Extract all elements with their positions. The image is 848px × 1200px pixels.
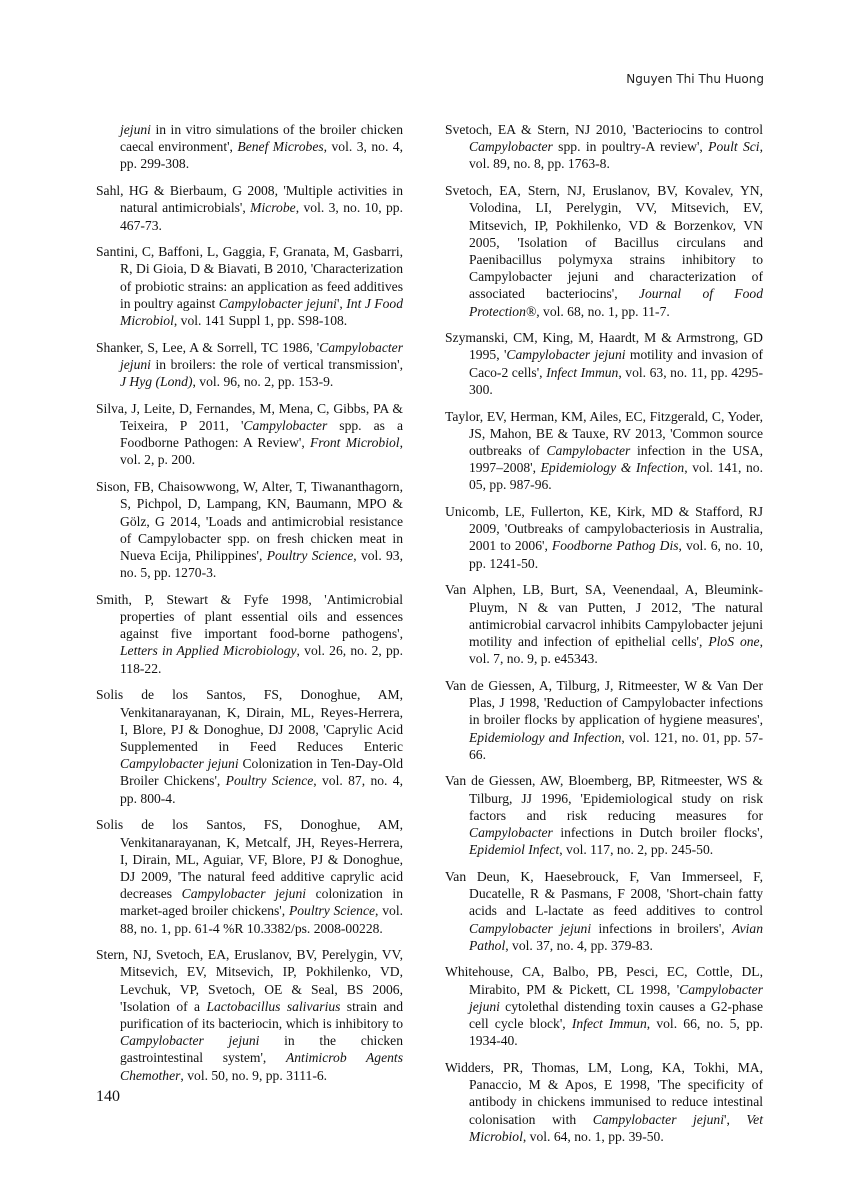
- reference-text: Smith, P, Stewart & Fyfe 1998, 'Antimicrobial properties of plant essential oils and essences against five important food-borne pathogens',: [96, 591, 403, 642]
- reference-column-left: [96, 121, 403, 1093]
- reference-text: , vol. 88, no. 1, pp. 61-4 %R 10.3382/ps. 2008-00228.: [120, 903, 403, 936]
- reference-entry: [445, 503, 763, 572]
- reference-entry: [96, 946, 403, 1084]
- running-header-author: Nguyen Thi Thu Huong: [626, 72, 764, 86]
- reference-italic-text: Campylobacter: [243, 418, 328, 434]
- reference-italic-text: Letters in Applied Microbiology: [120, 643, 297, 659]
- reference-text: ',: [724, 1111, 747, 1127]
- reference-text: Svetoch, EA & Stern, NJ 2010, 'Bacteriocins to control: [445, 122, 763, 137]
- reference-text: , vol. 37, no. 4, pp. 379-83.: [505, 937, 653, 953]
- reference-italic-text: Int J Food Microbiol: [120, 295, 404, 329]
- reference-entry: [96, 182, 403, 234]
- reference-italic-text: Front Microbiol: [310, 435, 400, 451]
- reference-text: Szymanski, CM, King, M, Haardt, M & Armstrong, GD 1995, ': [445, 330, 763, 363]
- reference-italic-text: Lactobacillus salivarius: [206, 998, 341, 1014]
- reference-italic-text: Poultry Science: [266, 547, 354, 563]
- reference-text: , vol. 2, p. 200.: [120, 435, 403, 468]
- reference-entry: [445, 1059, 763, 1145]
- reference-text: , vol. 117, no. 2, pp. 245-50.: [559, 842, 714, 858]
- reference-italic-text: Campylobacter jejuni: [469, 981, 763, 1014]
- reference-italic-text: Infect Immun: [571, 1016, 647, 1032]
- reference-text: infection in the USA, 1997–2008',: [469, 442, 763, 476]
- reference-text: Sison, FB, Chaisowwong, W, Alter, T, Tiwananthagorn, S, Pichpol, D, Lampang, KN, Baumann, MPO & Gölz, G 2014, 'Loads and antimicrobial resistance of Campylobacter spp. on fresh chicken meat in Nueva Ecija, Philippines',: [96, 479, 403, 563]
- reference-text: motility and invasion of Caco-2 cells',: [469, 347, 763, 380]
- reference-italic-text: Campylobacter jejuni: [469, 920, 592, 936]
- reference-italic-text: PloS one: [708, 633, 760, 649]
- reference-text: , vol. 141, no. 05, pp. 987-96.: [469, 460, 763, 493]
- reference-text: in the chicken gastrointestinal system',: [120, 1033, 403, 1066]
- reference-text: strain and purification of its bacteriocin, which is inhibitory to: [120, 998, 403, 1032]
- reference-text: , vol. 93, no. 5, pp. 1270-3.: [120, 547, 403, 581]
- page-number: 140: [96, 1088, 120, 1105]
- reference-text: Sahl, HG & Bierbaum, G 2008, 'Multiple activities in natural antimicrobials',: [96, 183, 403, 216]
- reference-text: Unicomb, LE, Fullerton, KE, Kirk, MD & Stafford, RJ 2009, 'Outbreaks of campylobacteriosis in Australia, 2001 to 2006',: [445, 504, 763, 554]
- reference-entry: [96, 686, 403, 806]
- reference-text: Van de Giessen, A, Tilburg, J, Ritmeester, W & Van Der Plas, J 1998, 'Reduction of Campylobacter infections in broiler flocks by application of hygiene measures',: [445, 677, 763, 728]
- reference-italic-text: Campylobacter jejuni: [120, 1033, 260, 1049]
- reference-italic-text: Foodborne Pathog Dis: [551, 538, 679, 554]
- reference-text: , vol. 141 Suppl 1, pp. S98-108.: [173, 313, 348, 329]
- reference-column-right: [445, 121, 763, 1154]
- reference-italic-text: Campylobacter: [469, 139, 553, 155]
- reference-italic-text: Antimicrob Agents Chemother: [120, 1050, 404, 1083]
- reference-text: cytolethal distending toxin causes a G2-phase cell cycle block',: [469, 998, 763, 1032]
- reference-text: , vol. 50, no. 9, pp. 3111-6.: [180, 1067, 328, 1083]
- reference-italic-text: Microbe: [250, 200, 296, 216]
- reference-entry: [445, 868, 763, 954]
- reference-italic-text: Poultry Science: [288, 903, 376, 919]
- reference-text: , vol. 3, no. 10, pp. 467-73.: [120, 200, 403, 233]
- reference-text: , vol. 89, no. 8, pp. 1763-8.: [469, 139, 763, 172]
- reference-italic-text: Infect Immun: [546, 364, 619, 380]
- reference-text: Svetoch, EA, Stern, NJ, Eruslanov, BV, Kovalev, YN, Volodina, LI, Perelygin, VV, Mitsevich, EV, Mitsevich, IP, Pokhilenko, VD & Borzenkov, VN 2005, 'Isolation of Bacillus circulans and Paenibacillus polymyxa strains inhibitory to Campylobacter jejuni and characterization of associated bacteriocins',: [445, 183, 763, 302]
- reference-text: colonization in market-aged broiler chickens',: [120, 886, 403, 919]
- reference-text: , vol. 68, no. 1, pp. 11-7.: [536, 303, 670, 319]
- reference-text: , vol. 96, no. 2, pp. 153-9.: [192, 374, 334, 390]
- reference-text: Solis de los Santos, FS, Donoghue, AM, Venkitanarayanan, K, Metcalf, JH, Reyes-Herrera, I, Dirain, ML, Aguiar, VF, Blore, PJ & Donoghue, DJ 2009, 'The natural feed additive caprylic acid decreases: [96, 817, 403, 902]
- reference-italic-text: Campylobacter jejuni: [181, 886, 307, 902]
- reference-entry: [445, 182, 763, 320]
- reference-entry: [445, 329, 763, 398]
- reference-entry: [96, 121, 403, 173]
- reference-text: Shanker, S, Lee, A & Sorrell, TC 1986, ': [96, 339, 320, 355]
- reference-text: , vol. 66, no. 5, pp. 1934-40.: [469, 1016, 763, 1049]
- reference-text: , vol. 121, no. 01, pp. 57-66.: [469, 729, 763, 762]
- reference-italic-text: Campylobacter jejuni: [592, 1111, 724, 1127]
- reference-entry: [445, 677, 763, 763]
- reference-text: in in vitro simulations of the broiler chicken caecal environment',: [120, 122, 403, 155]
- reference-text: in broilers: the role of vertical transmission',: [150, 356, 403, 372]
- reference-entry: [445, 581, 763, 667]
- reference-entry: [445, 121, 763, 173]
- reference-text: Santini, C, Baffoni, L, Gaggia, F, Granata, M, Gasbarri, R, Di Gioia, D & Biavati, B 2010, 'Characterization of probiotic strains: an application as feed additives in poultry against: [96, 244, 403, 311]
- reference-text: , vol. 64, no. 1, pp. 39-50.: [522, 1128, 664, 1144]
- reference-italic-text: Campylobacter: [546, 442, 631, 458]
- reference-text: Van Deun, K, Haesebrouck, F, Van Immerseel, F, Ducatelle, R & Pasmans, F 2008, 'Short-chain fatty acids and L-lactate as feed additives to control: [445, 868, 763, 919]
- reference-italic-text: Campylobacter jejuni: [506, 347, 626, 363]
- reference-text: infections in Dutch broiler flocks',: [552, 825, 763, 841]
- reference-text: , vol. 87, no. 4, pp. 800-4.: [120, 773, 403, 806]
- reference-italic-text: Campylobacter jejuni: [120, 756, 239, 772]
- reference-text: Silva, J, Leite, D, Fernandes, M, Mena, C, Gibbs, PA & Teixeira, P 2011, ': [96, 400, 403, 434]
- reference-entry: [96, 478, 403, 581]
- reference-entry: [96, 816, 403, 936]
- reference-entry: [445, 963, 763, 1049]
- reference-italic-text: jejuni: [120, 122, 151, 137]
- reference-text: Widders, PR, Thomas, LM, Long, KA, Tokhi, MA, Panaccio, M & Apos, E 1998, 'The specificity of antibody in chickens immunised to reduce intestinal colonisation with: [445, 1059, 763, 1127]
- reference-text: Colonization in Ten-Day-Old Broiler Chickens',: [120, 756, 403, 789]
- reference-text: ',: [336, 295, 347, 311]
- reference-text: infections in broilers',: [591, 920, 733, 936]
- reference-entry: [96, 400, 403, 469]
- reference-entry: [445, 772, 763, 858]
- reference-text: spp. in poultry-A review',: [552, 139, 709, 155]
- reference-italic-text: Avian Pathol: [469, 920, 763, 953]
- reference-italic-text: Benef Microbes: [237, 139, 324, 155]
- reference-italic-text: Journal of Food Protection®: [469, 286, 763, 319]
- reference-italic-text: Epidemiology & Infection: [540, 460, 685, 476]
- reference-italic-text: Epidemiol Infect: [469, 842, 560, 858]
- reference-text: spp. as a Foodborne Pathogen: A Review',: [120, 418, 403, 451]
- reference-entry: [96, 339, 403, 391]
- reference-entry: [96, 591, 403, 677]
- reference-text: , vol. 63, no. 11, pp. 4295-300.: [469, 364, 763, 397]
- reference-italic-text: Poult Sci: [708, 139, 760, 155]
- reference-entry: [445, 408, 763, 494]
- reference-italic-text: Campylobacter jejuni: [218, 295, 337, 311]
- reference-text: Van Alphen, LB, Burt, SA, Veenendaal, A, Bleumink-Pluym, N & van Putten, J 2012, 'The natural antimicrobial carvacrol inhibits Campylobacter jejuni motility and infection of epithelial cells',: [445, 582, 763, 649]
- reference-italic-text: Poultry Science: [225, 773, 314, 789]
- reference-text: Van de Giessen, AW, Bloemberg, BP, Ritmeester, WS & Tilburg, JJ 1996, 'Epidemiological study on risk factors and risk reducing measures for: [445, 773, 763, 823]
- reference-entry: [96, 243, 403, 329]
- reference-text: Whitehouse, CA, Balbo, PB, Pesci, EC, Cottle, DL, Mirabito, PM & Pickett, CL 1998, ': [445, 964, 763, 997]
- reference-text: , vol. 26, no. 2, pp. 118-22.: [120, 643, 403, 676]
- reference-italic-text: J Hyg (Lond): [120, 374, 193, 390]
- reference-italic-text: Campylobacter: [469, 825, 553, 841]
- reference-italic-text: Epidemiology and Infection: [469, 729, 622, 745]
- reference-text: Taylor, EV, Herman, KM, Ailes, EC, Fitzgerald, C, Yoder, JS, Mahon, BE & Tauxe, RV 2013, 'Common source outbreaks of: [445, 408, 763, 458]
- reference-text: Stern, NJ, Svetoch, EA, Eruslanov, BV, Perelygin, VV, Mitsevich, EV, Mitsevich, IP, Pokhilenko, VD, Levchuk, VP, Svetoch, OE & Seal, BS 2006, 'Isolation of a: [96, 947, 403, 1014]
- reference-text: , vol. 3, no. 4, pp. 299-308.: [120, 139, 403, 172]
- reference-text: , vol. 6, no. 10, pp. 1241-50.: [469, 538, 763, 571]
- reference-text: Solis de los Santos, FS, Donoghue, AM, Venkitanarayanan, K, Dirain, ML, Reyes-Herrera, I, Blore, PJ & Donoghue, DJ 2008, 'Caprylic Acid Supplemented in Feed Reduces Enteric: [96, 687, 403, 754]
- reference-italic-text: Campylobacter jejuni: [120, 339, 403, 372]
- reference-italic-text: Vet Microbiol: [469, 1111, 763, 1144]
- reference-text: , vol. 7, no. 9, p. e45343.: [469, 633, 763, 667]
